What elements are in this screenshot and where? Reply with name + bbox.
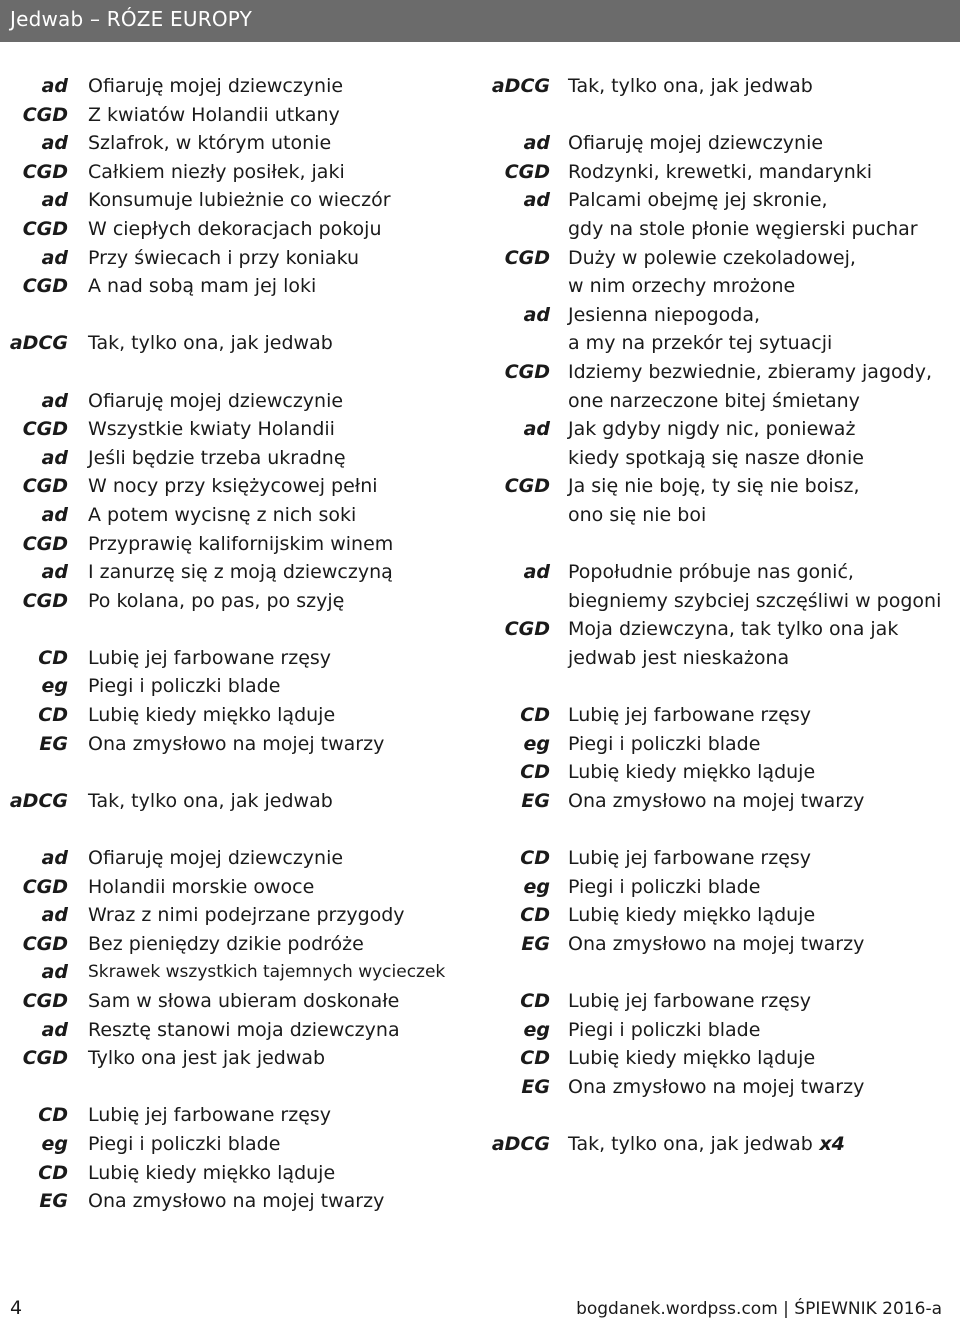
lyric-line	[0, 1016, 480, 1045]
lyric-text	[88, 72, 343, 101]
lyric-line	[480, 730, 960, 759]
lyric-text	[88, 1130, 280, 1159]
lyric-text	[88, 901, 405, 930]
lyric-text	[568, 615, 898, 644]
lyric-words: Lubię kiedy miękko ląduje	[568, 761, 816, 784]
lyric-line	[480, 1016, 960, 1045]
lyric-text	[88, 873, 314, 902]
lyric-text	[568, 930, 864, 959]
chord-label: EG	[39, 1190, 68, 1213]
chord-label: CGD	[22, 160, 68, 183]
lyric-words: Piegi i policzki blade	[568, 875, 761, 898]
lyric-text	[88, 672, 280, 701]
lyric-text	[88, 101, 340, 130]
lyric-text	[88, 501, 356, 530]
lyric-words: gdy na stole płonie węgierski puchar	[568, 217, 918, 240]
lyric-words: Lubię jej farbowane rzęsy	[88, 646, 332, 669]
lyric-line	[0, 472, 480, 501]
lyric-words: A nad sobą mam jej loki	[88, 275, 317, 298]
lyric-line	[480, 329, 960, 358]
chord-label: CGD	[22, 1047, 68, 1070]
chord-label: ad	[523, 303, 550, 326]
chord-label: aDCG	[491, 75, 550, 97]
chord-label: CGD	[22, 103, 68, 126]
chord-label: eg	[41, 675, 68, 698]
lyric-line	[0, 701, 480, 730]
lyric-line	[0, 215, 480, 244]
lyric-text	[568, 472, 860, 501]
lyric-text	[568, 244, 856, 273]
lyric-line	[480, 387, 960, 416]
lyric-words: Moja dziewczyna, tak tylko ona jak	[568, 618, 899, 641]
lyric-text	[568, 387, 860, 416]
lyric-text	[568, 444, 864, 473]
chord-label: aDCG	[9, 789, 68, 812]
stanza-gap	[0, 301, 480, 330]
lyric-line	[0, 186, 480, 215]
lyric-words: Tak, tylko ona, jak jedwab	[568, 1132, 813, 1155]
chord-label: ad	[41, 75, 68, 97]
lyric-words: Tylko ona jest jak jedwab	[88, 1047, 326, 1070]
stanza-gap	[0, 358, 480, 387]
lyric-line	[480, 215, 960, 244]
lyric-line	[0, 644, 480, 673]
lyric-line	[0, 1101, 480, 1130]
lyric-text	[88, 1101, 331, 1130]
lyric-words: Holandii morskie owoce	[88, 875, 315, 898]
chord-label: CD	[38, 646, 68, 669]
lyric-text	[568, 987, 811, 1016]
lyric-text	[88, 1159, 335, 1188]
lyric-text	[568, 787, 864, 816]
lyric-line	[0, 873, 480, 902]
stanza-gap	[480, 958, 960, 987]
lyric-line	[0, 787, 480, 816]
lyric-text	[568, 415, 855, 444]
lyric-words: Ofiaruję mojej dziewczynie	[568, 132, 824, 155]
stanza-gap	[0, 815, 480, 844]
lyric-line	[0, 930, 480, 959]
chord-label: CD	[520, 1047, 550, 1070]
lyric-words: Duży w polewie czekoladowej,	[568, 246, 856, 269]
lyric-line	[480, 272, 960, 301]
chord-label: CGD	[22, 475, 68, 498]
stanza-gap	[480, 530, 960, 559]
lyric-line	[0, 730, 480, 759]
lyric-line	[0, 958, 480, 987]
lyric-text	[88, 587, 344, 616]
lyric-line	[480, 1044, 960, 1073]
lyric-text	[88, 987, 399, 1016]
lyric-text	[568, 72, 813, 101]
lyric-words: Idziemy bezwiednie, zbieramy jagody,	[568, 360, 932, 383]
chord-label: CD	[520, 990, 550, 1012]
stanza-gap	[480, 815, 960, 844]
lyric-text	[88, 730, 384, 759]
lyric-line	[0, 244, 480, 273]
lyric-text	[568, 558, 854, 587]
lyric-words: Z kwiatów Holandii utkany	[88, 103, 340, 126]
lyric-text	[568, 587, 941, 616]
lyric-text	[568, 158, 872, 187]
lyric-text	[568, 901, 815, 930]
chord-label: CGD	[504, 246, 550, 269]
lyric-words: Popołudnie próbuje nas gonić,	[568, 561, 854, 584]
lyric-words: Lubię kiedy miękko ląduje	[568, 904, 816, 927]
lyric-words: Lubię jej farbowane rzęsy	[568, 847, 812, 870]
lyric-text	[568, 1073, 864, 1102]
lyric-line	[0, 1044, 480, 1073]
lyric-words: Ona zmysłowo na mojej twarzy	[88, 1190, 385, 1213]
lyric-words: biegniemy szybciej szczęśliwi w pogoni	[568, 589, 942, 612]
lyric-line	[0, 129, 480, 158]
lyric-words: Sam w słowa ubieram doskonałe	[88, 990, 400, 1012]
chord-label: ad	[523, 561, 550, 584]
lyric-line	[0, 387, 480, 416]
lyric-text	[568, 272, 795, 301]
chord-label: CD	[520, 761, 550, 784]
lyric-words: Jeśli będzie trzeba ukradnę	[88, 446, 346, 469]
lyric-text	[88, 158, 345, 187]
chord-label: ad	[523, 418, 550, 441]
lyric-words: Ona zmysłowo na mojej twarzy	[568, 789, 865, 812]
title-bar	[0, 0, 960, 42]
lyric-text	[88, 129, 331, 158]
lyric-text	[568, 186, 828, 215]
lyric-line	[480, 787, 960, 816]
lyric-text	[88, 444, 346, 473]
lyric-line	[480, 930, 960, 959]
lyric-words: Ofiaruję mojej dziewczynie	[88, 75, 344, 97]
footer-source: bogdanek.wordpss.com | ŚPIEWNIK 2016-a	[576, 1299, 942, 1319]
lyric-line	[480, 901, 960, 930]
lyric-text	[88, 701, 335, 730]
chord-label: CD	[520, 847, 550, 870]
lyric-line	[0, 587, 480, 616]
lyric-line	[480, 1130, 960, 1159]
lyric-text	[568, 329, 832, 358]
lyric-words: Ona zmysłowo na mojej twarzy	[568, 1075, 865, 1098]
stanza-gap	[480, 101, 960, 130]
chord-label: eg	[523, 1018, 550, 1041]
lyric-words: Palcami obejmę jej skronie,	[568, 189, 828, 212]
lyric-words: Ofiaruję mojej dziewczynie	[88, 847, 344, 870]
chord-label: EG	[521, 789, 550, 812]
lyric-line	[480, 501, 960, 530]
lyric-line	[480, 615, 960, 644]
lyric-text	[568, 1130, 845, 1159]
lyric-words: Skrawek wszystkich tajemnych wycieczek	[88, 962, 446, 983]
stanza-gap	[0, 615, 480, 644]
stanza-gap	[0, 758, 480, 787]
lyric-words: Lubię jej farbowane rzęsy	[568, 704, 812, 727]
lyric-words: Wszystkie kwiaty Holandii	[88, 418, 335, 441]
lyric-words: Lubię jej farbowane rzęsy	[568, 990, 812, 1012]
lyric-text	[88, 644, 331, 673]
lyric-text	[88, 1187, 384, 1216]
lyric-text	[88, 1016, 400, 1045]
lyric-text	[568, 301, 760, 330]
chord-label: EG	[39, 732, 68, 755]
lyric-line	[480, 72, 960, 101]
chord-label: CGD	[22, 589, 68, 612]
lyric-text	[568, 844, 811, 873]
chord-label: ad	[41, 189, 68, 212]
lyric-text	[88, 215, 381, 244]
chord-label: aDCG	[9, 332, 68, 355]
lyric-line	[480, 444, 960, 473]
lyric-words: Lubię jej farbowane rzęsy	[88, 1104, 332, 1127]
lyric-words: Konsumuje lubieżnie co wieczór	[88, 189, 391, 212]
lyric-line	[480, 472, 960, 501]
lyric-line	[480, 129, 960, 158]
lyric-text	[568, 215, 918, 244]
lyric-words: Jesienna niepogoda,	[568, 303, 761, 326]
stanza-gap	[480, 672, 960, 701]
lyric-words: Tak, tylko ona, jak jedwab	[88, 332, 333, 355]
chord-label: CD	[520, 904, 550, 927]
lyric-words: Tak, tylko ona, jak jedwab	[88, 789, 333, 812]
chord-label: ad	[41, 561, 68, 584]
lyric-line	[480, 186, 960, 215]
chord-label: CGD	[504, 618, 550, 641]
lyric-line	[0, 987, 480, 1016]
lyric-line	[480, 415, 960, 444]
lyric-words: Bez pieniędzy dzikie podróże	[88, 932, 364, 955]
page-number: 4	[10, 1297, 23, 1319]
lyric-line	[0, 1187, 480, 1216]
lyric-words: Resztę stanowi moja dziewczyna	[88, 1018, 400, 1041]
stanza-gap	[480, 1101, 960, 1130]
lyric-line	[480, 558, 960, 587]
lyric-words: jedwab jest nieskażona	[568, 646, 790, 669]
chord-label: eg	[523, 732, 550, 755]
chord-label: CD	[38, 1161, 68, 1184]
lyric-words: Całkiem niezły posiłek, jaki	[88, 160, 345, 183]
chord-label: CD	[38, 1104, 68, 1127]
lyric-text	[568, 758, 815, 787]
lyric-text	[568, 1044, 815, 1073]
chord-label: CGD	[504, 360, 550, 383]
lyric-line	[480, 701, 960, 730]
lyric-text	[88, 930, 364, 959]
lyric-words: Ja się nie boję, ty się nie boisz,	[568, 475, 860, 498]
lyric-words: Lubię kiedy miękko ląduje	[88, 704, 336, 727]
lyric-words: kiedy spotkają się nasze dłonie	[568, 446, 864, 469]
lyric-line	[0, 501, 480, 530]
lyric-text	[568, 1016, 760, 1045]
lyric-line	[480, 358, 960, 387]
chord-label: ad	[41, 1018, 68, 1041]
chord-label: CD	[520, 704, 550, 727]
left-lyrics-column	[0, 72, 480, 1216]
chord-label: EG	[521, 932, 550, 955]
lyric-words: Przy świecach i przy koniaku	[88, 246, 360, 269]
lyric-line	[480, 587, 960, 616]
chord-label: CGD	[22, 275, 68, 298]
lyric-line	[0, 1159, 480, 1188]
lyric-text	[88, 186, 391, 215]
lyric-line	[0, 844, 480, 873]
lyric-text	[568, 730, 760, 759]
lyric-line	[480, 644, 960, 673]
lyric-text	[88, 329, 333, 358]
lyric-text	[88, 787, 333, 816]
chord-label: ad	[41, 503, 68, 526]
lyric-line	[0, 329, 480, 358]
lyric-text	[568, 644, 789, 673]
repeat-count: x4	[812, 1132, 845, 1155]
right-lyrics-column	[480, 72, 960, 1159]
lyric-line	[0, 444, 480, 473]
lyric-text	[88, 387, 343, 416]
lyric-words: Piegi i policzki blade	[88, 675, 281, 698]
chord-label: CGD	[22, 875, 68, 898]
chord-label: ad	[41, 847, 68, 870]
lyric-line	[0, 672, 480, 701]
lyric-line	[0, 272, 480, 301]
chord-label: CGD	[22, 990, 68, 1012]
lyric-words: Lubię kiedy miękko ląduje	[88, 1161, 336, 1184]
lyric-words: Ofiaruję mojej dziewczynie	[88, 389, 344, 412]
lyric-line	[0, 72, 480, 101]
chord-label: ad	[523, 189, 550, 212]
lyric-line	[480, 301, 960, 330]
lyric-text	[88, 244, 359, 273]
lyric-text	[88, 415, 335, 444]
lyric-line	[480, 158, 960, 187]
lyric-text	[88, 1044, 325, 1073]
lyric-text	[568, 501, 706, 530]
lyric-words: Po kolana, po pas, po szyję	[88, 589, 345, 612]
chord-label: CGD	[504, 160, 550, 183]
lyric-words: Tak, tylko ona, jak jedwab	[568, 75, 813, 97]
chord-label: EG	[521, 1075, 550, 1098]
lyric-line	[480, 987, 960, 1016]
lyric-line	[0, 1130, 480, 1159]
lyric-words: Ona zmysłowo na mojej twarzy	[568, 932, 865, 955]
chord-label: ad	[41, 904, 68, 927]
chord-label: ad	[523, 132, 550, 155]
lyric-words: Jak gdyby nigdy nic, ponieważ	[568, 418, 856, 441]
chord-label: ad	[41, 389, 68, 412]
chord-label: ad	[41, 132, 68, 155]
lyric-words: Szlafrok, w którym utonie	[88, 132, 332, 155]
lyric-words: Piegi i policzki blade	[568, 1018, 761, 1041]
chord-label: eg	[41, 1132, 68, 1155]
lyric-words: w nim orzechy mrożone	[568, 275, 796, 298]
lyric-words: ono się nie boi	[568, 503, 707, 526]
chord-label: CD	[38, 704, 68, 727]
lyric-words: W ciepłych dekoracjach pokoju	[88, 217, 382, 240]
lyric-text	[88, 558, 393, 587]
chord-label: eg	[523, 875, 550, 898]
lyric-words: W nocy przy księżycowej pełni	[88, 475, 378, 498]
chord-label: ad	[41, 961, 68, 984]
lyric-text	[88, 958, 445, 987]
stanza-gap	[0, 1073, 480, 1102]
lyric-text	[568, 701, 811, 730]
lyric-line	[0, 558, 480, 587]
lyric-text	[568, 873, 760, 902]
lyric-words: Piegi i policzki blade	[568, 732, 761, 755]
chord-label: ad	[41, 446, 68, 469]
lyric-text	[88, 844, 343, 873]
chord-label: CGD	[22, 418, 68, 441]
lyric-words: a my na przekór tej sytuacji	[568, 332, 833, 355]
song-title: Jedwab – RÓZE EUROPY	[10, 7, 253, 31]
lyric-words: Lubię kiedy miękko ląduje	[568, 1047, 816, 1070]
lyric-line	[0, 530, 480, 559]
lyric-words: A potem wycisnę z nich soki	[88, 503, 357, 526]
lyric-line	[480, 244, 960, 273]
lyric-line	[480, 844, 960, 873]
lyric-line	[0, 901, 480, 930]
lyric-text	[568, 358, 932, 387]
lyric-text	[568, 129, 823, 158]
chord-label: aDCG	[491, 1132, 550, 1155]
chord-label: ad	[41, 246, 68, 269]
lyric-line	[480, 758, 960, 787]
lyric-text	[88, 472, 378, 501]
lyric-line	[480, 1073, 960, 1102]
lyric-words: one narzeczone bitej śmietany	[568, 389, 860, 412]
lyric-words: Piegi i policzki blade	[88, 1132, 281, 1155]
lyric-words: Przyprawię kalifornijskim winem	[88, 532, 394, 555]
lyric-words: I zanurzę się z moją dziewczyną	[88, 561, 393, 584]
lyric-text	[88, 272, 316, 301]
lyric-words: Rodzynki, krewetki, mandarynki	[568, 160, 873, 183]
lyric-words: Ona zmysłowo na mojej twarzy	[88, 732, 385, 755]
lyric-line	[0, 415, 480, 444]
lyric-words: Wraz z nimi podejrzane przygody	[88, 904, 405, 927]
lyric-line	[0, 158, 480, 187]
lyric-text	[88, 530, 393, 559]
lyric-line	[480, 873, 960, 902]
lyric-line	[0, 101, 480, 130]
chord-label: CGD	[22, 532, 68, 555]
chord-label: CGD	[22, 932, 68, 955]
chord-label: CGD	[504, 475, 550, 498]
chord-label: CGD	[22, 217, 68, 240]
